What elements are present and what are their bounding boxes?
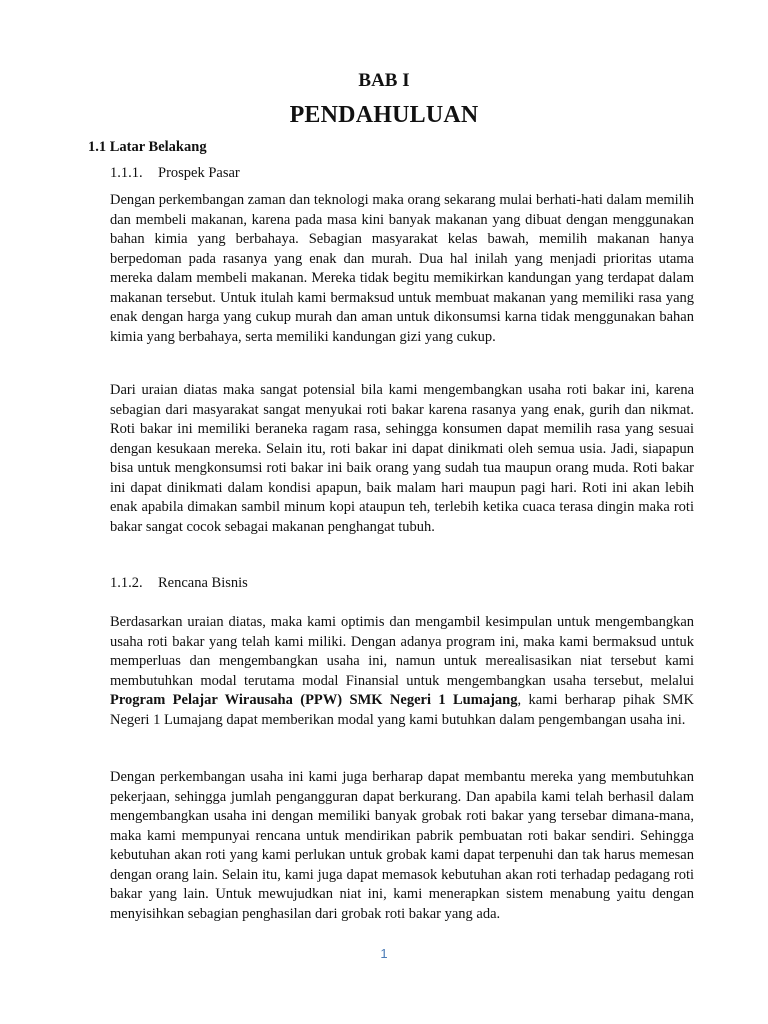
chapter-number: BAB I xyxy=(358,70,410,91)
page-number: 1 xyxy=(380,946,388,961)
paragraph-text: Berdasarkan uraian diatas, maka kami optimis dan mengambil kesimpulan untuk mengembangkan usaha roti bakar yang telah kami miliki. Dengan adanya program ini, maka kami bermaksud untuk memperluas dan mengembangkan usaha ini, namun untuk merealisasikan niat tersebut kami membutuhkan modal terutama modal Finansial untuk mengembangkan usaha tersebut, melalui xyxy=(110,614,694,689)
subsection-title: Rencana Bisnis xyxy=(158,575,248,591)
paragraph: Dengan perkembangan usaha ini kami juga berharap dapat membantu mereka yang membutuhkan pekerjaan, sehingga jumlah pengangguran dapat berkurang. Dan apabila kami telah berhasil dalam mengembangkan usaha ini dengan memiliki banyak grobak roti bakar yang tersebar dimana-mana, maka kami mempunyai rencana untuk mendirikan pabrik pembuatan roti bakar sendiri. Sehingga kebutuhan akan roti yang kami perlukan untuk grobak kami dapat terpenuhi dan tak harus memesan dengan orang lain. Selain itu, kami juga dapat memasok kebutuhan akan roti terhadap pedagang roti bakar yang lain. Untuk mewujudkan niat ini, kami menerapkan sistem menabung yaitu dengan menyisihkan sebagian penghasilan dari grobak roti bakar yang ada. xyxy=(110,769,694,922)
chapter-title: PENDAHULUAN xyxy=(289,102,479,128)
subsection-heading-prospek-pasar xyxy=(110,165,240,182)
program-name-bold: Program Pelajar Wirausaha (PPW) SMK Negeri 1 Lumajang xyxy=(110,692,518,708)
paragraph: Dengan perkembangan zaman dan teknologi maka orang sekarang mulai berhati-hati dalam memilih dan membeli makanan, karena pada masa kini banyak makanan yang dibuat dengan menggunakan bahan kimia yang berbahaya. Sebagian masyarakat kelas bawah, memilih makanan hanya berpedoman pada rasanya yang enak dan murah. Dua hal inilah yang menjadi prioritas utama mereka dalam membeli makanan. Mereka tidak begitu memikirkan kandungan yang terdapat dalam makanan tersebut. Untuk itulah kami bermaksud untuk membuat makanan yang memiliki rasa yang enak dengan harga yang cukup murah dan aman untuk dikonsumsi karna tidak menggunakan bahan kimia yang berbahaya, serta memiliki kandungan gizi yang cukup. xyxy=(110,192,694,345)
paragraph-text: , kami berharap pihak SMK Negeri 1 Lumajang dapat memberikan modal yang kami butuhkan dalam pengembangan usaha ini. xyxy=(110,692,694,728)
subsection-number: 1.1.1. xyxy=(110,165,143,181)
subsection-heading-rencana-bisnis xyxy=(110,575,248,592)
section-title: 1.1 Latar Belakang xyxy=(88,139,207,155)
subsection-number: 1.1.2. xyxy=(110,575,143,591)
paragraph xyxy=(110,613,694,730)
paragraph: Dari uraian diatas maka sangat potensial bila kami mengembangkan usaha roti bakar ini, karena sebagian dari masyarakat sangat menyukai roti bakar karena rasanya yang enak, gurih dan nikmat. Roti bakar ini memiliki beraneka ragam rasa, sehingga konsumen dapat memilih rasa yang sesuai dengan kesukaan mereka. Selain itu, roti bakar ini dapat dinikmati oleh semua usia. Jadi, siapapun bisa untuk mengkonsumsi roti bakar ini baik orang yang sudah tua maupun orang muda. Roti bakar ini dapat dinikmati dalam kondisi apapun, baik malam hari maupun pagi hari. Roti ini akan lebih enak apabila dimakan sambil minum kopi ataupun teh, terlebih ketika cuaca terasa dingin maka roti bakar sangat cocok sebagai makanan penghangat tubuh. xyxy=(110,382,694,535)
subsection-title: Prospek Pasar xyxy=(158,165,240,181)
